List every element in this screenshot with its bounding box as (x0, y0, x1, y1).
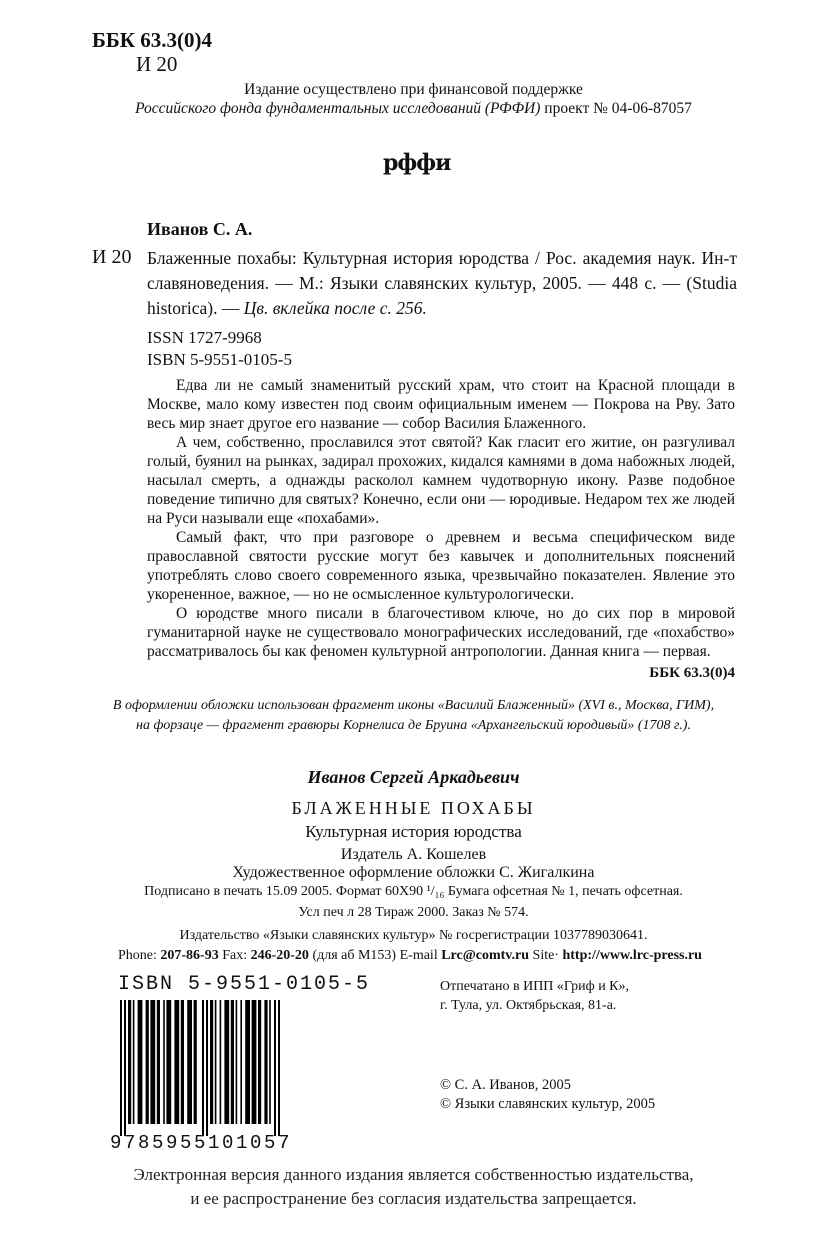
issn-line: ISSN 1727-9968 (147, 328, 262, 347)
barcode-guard-bar (278, 1000, 280, 1136)
phone-number: 207-86-93 (160, 948, 219, 963)
barcode-bar (157, 1000, 160, 1124)
contact-line (118, 948, 702, 964)
barcode-guard-bar (206, 1000, 208, 1136)
copyright-line: © Языки славянских культур, 2005 (440, 1096, 656, 1112)
fund-name: Российского фонда фундаментальных исследований (РФФИ) (135, 100, 541, 117)
barcode-bar (166, 1000, 171, 1124)
fax-number: 246-20-20 (250, 948, 309, 963)
abstract-paragraph: Самый факт, что при разговоре о древнем и весьма специфическом виде православной святости русские могут без кавычек и дополнительных пояснений употреблять слово своего современного языка, чрезвычайно показателен. Явление это укорененное, важное, — но не осмысленное культурологически. (147, 529, 735, 603)
barcode-guard-bar (120, 1000, 122, 1136)
barcode-bar (258, 1000, 261, 1124)
barcode-bar (133, 1000, 135, 1124)
site-label: Site· (529, 948, 563, 963)
printer-line: г. Тула, ул. Октябрьская, 81-а. (440, 998, 617, 1013)
footer-line: и ее распространение без согласия издательства запрещается. (190, 1189, 637, 1208)
barcode-bar (269, 1000, 271, 1124)
barcode-bar (231, 1000, 234, 1124)
abstract-paragraph: Едва ли не самый знаменитый русский храм, что стоит на Красной площади в Москве, мало кому известен под своим официальным именем — Покрова на Рву. Зато весь мир знает другое его название — собор Василия Блаженного. (147, 377, 735, 432)
catalog-insert-note: Цв. вклейка после с. 256. (243, 298, 427, 318)
barcode-guard-bar (124, 1000, 126, 1136)
copyrights (440, 1076, 655, 1114)
barcode-bar (174, 1000, 179, 1124)
barcode-guard-bar (202, 1000, 204, 1136)
cover-note (0, 696, 827, 736)
barcode-guard-bar (274, 1000, 276, 1136)
abstract-paragraph: О юродстве много писали в благочестивом ключе, но до сих пор в мировой гуманитарной науке не существовало монографических исследований, где «похабство» рассматривалось бы как феномен культурной антропологии. Данная книга — первая. (147, 605, 735, 660)
email-address: Lrc@comtv.ru (441, 948, 530, 963)
colophon-publisher: Издатель А. Кошелев (340, 846, 487, 863)
site-url: http://www.lrc-press.ru (562, 948, 702, 963)
phone-label: Phone: (118, 948, 161, 963)
author-heading: Иванов С. А. (147, 219, 253, 239)
isbn-block (147, 327, 292, 371)
barcode-bar (245, 1000, 250, 1124)
cover-note-line: В оформлении обложки использован фрагмент иконы «Василий Блаженный» (XVI в., Москва, ГИМ), (112, 698, 715, 713)
author-index: И 20 (136, 52, 178, 76)
barcode-bar (138, 1000, 143, 1124)
barcode-bar (264, 1000, 267, 1124)
printer-line: Отпечатано в ИПП «Гриф и К», (440, 979, 630, 994)
footer-line: Электронная версия данного издания является собственностью издательства, (133, 1165, 694, 1184)
colophon-art: Художественное оформление обложки С. Жигалкина (232, 864, 595, 881)
barcode-bar (194, 1000, 197, 1124)
funding-line-2 (0, 99, 827, 118)
funding-note (0, 80, 827, 118)
copyright-line: © С. А. Иванов, 2005 (440, 1077, 571, 1093)
cover-note-line: на форзаце — фрагмент гравюры Корнелиса де Бруина «Архангельский юродивый» (1708 г.). (136, 718, 691, 733)
bbk-code-top (92, 28, 212, 76)
barcode-bar (224, 1000, 229, 1124)
project-number: проект № 04-06-87057 (540, 100, 692, 117)
abstract-paragraph: А чем, собственно, прославился этот святой? Как гласит его житие, он разгуливал голый, буянил на рынках, задирал прохожих, кидался камнями в дома набожных людей, насылал смерть, а однажды расколол камнем чудотворную икону. Разве подобное поведение типично для святых? Конечно, если они — юродивые. Недаром тех же людей на Руси называли еще «похабами». (147, 434, 735, 527)
colophon-title: БЛАЖЕННЫЕ ПОХАБЫ (291, 798, 536, 818)
barcode-bar (128, 1000, 131, 1124)
barcode-bar (215, 1000, 217, 1124)
footer-notice (0, 1163, 827, 1211)
barcode-bar (181, 1000, 184, 1124)
barcode-bar (240, 1000, 242, 1124)
colophon-author: Иванов Сергей Аркадьевич (307, 767, 520, 787)
catalog-entry (147, 246, 737, 321)
bbk-code: ББК 63.3(0)4 (92, 28, 212, 52)
catalog-index: И 20 (92, 246, 132, 268)
fax-note: (для аб М153) (308, 948, 400, 963)
colophon-house: Издательство «Языки славянских культур» № госрегистрации 1037789030641. (179, 928, 648, 943)
colophon-print-info: Подписано в печать 15.09 2005. Формат 60Х90 ¹/₁₆ Бумага офсетная № 1, печать офсетная. (144, 884, 683, 899)
barcode-isbn-label: ISBN 5-9551-0105-5 (118, 973, 371, 996)
isbn-line: ISBN 5-9551-0105-5 (147, 350, 292, 369)
colophon-print-sheets: Усл печ л 28 Тираж 2000. Заказ № 574. (298, 905, 529, 920)
barcode-bar (252, 1000, 257, 1124)
barcode-bar (210, 1000, 213, 1124)
bbk-code-bottom: ББК 63.3(0)4 (649, 665, 735, 681)
barcode-bar (236, 1000, 238, 1124)
catalog-text: Блаженные похабы: Культурная история юродства / Рос. академия наук. Ин-т славяноведения. — М.: Языки славянских культур, 2005. — 448 с. — (Studia historica). — (147, 248, 737, 318)
printer-info (440, 977, 629, 1015)
colophon-subtitle: Культурная история юродства (305, 822, 522, 841)
barcode-digits: 9785955101057 (110, 1132, 293, 1154)
barcode-bar (220, 1000, 222, 1124)
fax-label: Fax: (218, 948, 251, 963)
barcode (118, 1000, 332, 1136)
barcode-bar (150, 1000, 155, 1124)
email-label: E-mail (399, 948, 442, 963)
rffi-logo: рффи (383, 150, 451, 176)
barcode-bar (163, 1000, 165, 1124)
funding-line-1: Издание осуществлено при финансовой поддержке (244, 81, 583, 98)
abstract (147, 376, 735, 661)
barcode-bar (187, 1000, 192, 1124)
barcode-bar (146, 1000, 149, 1124)
